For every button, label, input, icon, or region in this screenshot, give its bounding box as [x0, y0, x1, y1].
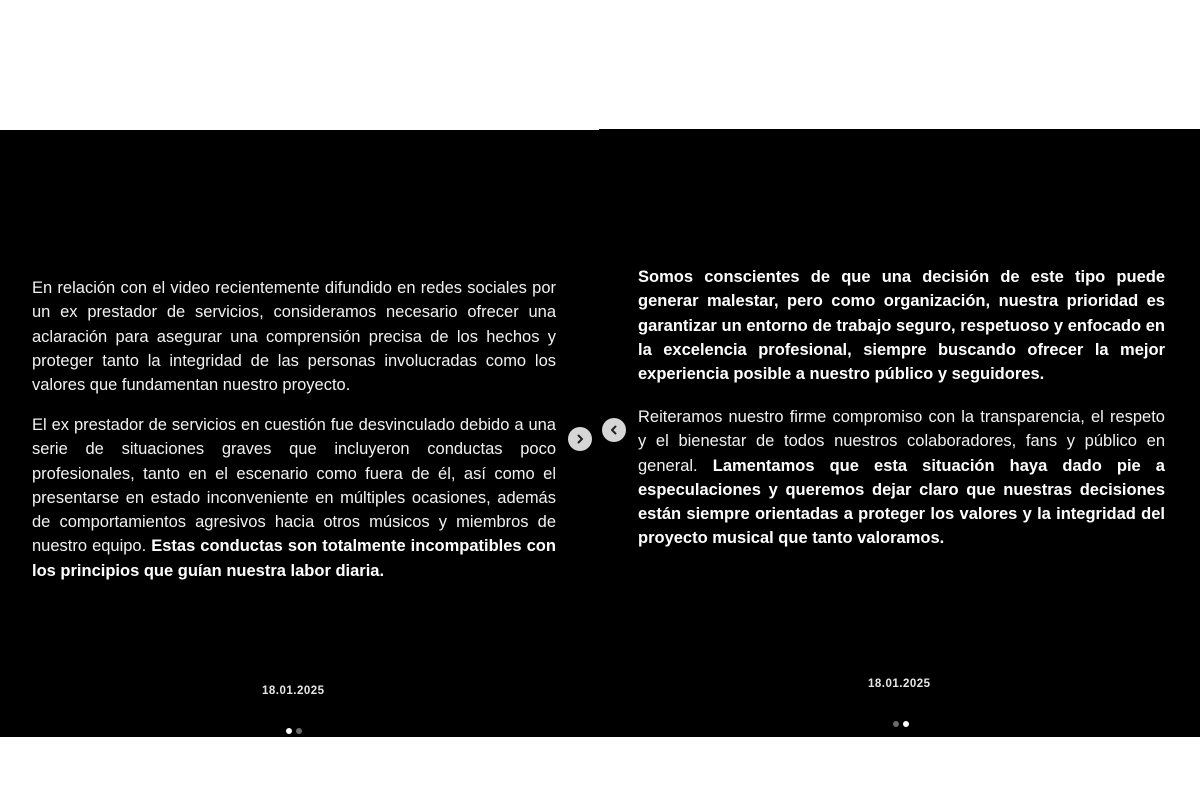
carousel-dots: [893, 721, 909, 727]
chevron-left-icon: [608, 424, 620, 436]
carousel-slide-2: [599, 129, 1200, 737]
carousel-dot-2[interactable]: [296, 728, 302, 734]
chevron-right-icon: [574, 433, 586, 445]
carousel-slide-1: [0, 130, 599, 737]
previous-slide-button[interactable]: [602, 418, 626, 442]
slide-2-paragraph-1-bold: Somos conscientes de que una decisión de este tipo puede generar malestar, pero como organización, nuestra prioridad es garantizar un entorno de trabajo seguro, respetuoso y enfocado en la excelencia profesional, siempre buscando ofrecer la mejor experiencia posible a nuestro público y seguidores.: [638, 268, 1165, 384]
post-date: 18.01.2025: [262, 685, 325, 697]
slide-2-paragraph-2: [638, 405, 1165, 551]
slide-1-paragraph-2-bold: Estas conductas son totalmente incompatibles con los principios que guían nuestra labor diaria.: [32, 537, 556, 580]
carousel-dots: [286, 728, 302, 734]
slide-2-paragraph-2-bold: Lamentamos que esta situación haya dado pie a especulaciones y queremos dejar claro que nuestras decisiones están siempre orientadas a proteger los valores y la integridad del proyecto musical que tanto valoramos.: [638, 456, 1165, 548]
slide-2-paragraph-2-text: Reiteramos nuestro firme compromiso con la transparencia, el respeto y el bienestar de todos nuestros colaboradores, fans y público en general.: [638, 408, 1165, 475]
carousel-dot-1[interactable]: [893, 721, 899, 727]
slide-1-paragraph-2: [32, 413, 556, 583]
carousel-dot-2[interactable]: [903, 721, 909, 727]
slide-1-paragraph-2-text: El ex prestador de servicios en cuestión fue desvinculado debido a una serie de situaciones graves que incluyeron conductas poco profesionales, tanto en el escenario como fuera de él, así como el presentarse en estado inconveniente en múltiples ocasiones, además de comportamientos agresivos hacia otros músicos y miembros de nuestro equipo.: [32, 416, 556, 556]
post-date: 18.01.2025: [868, 678, 931, 690]
carousel-dot-1[interactable]: [286, 728, 292, 734]
next-slide-button[interactable]: [568, 427, 592, 451]
slide-2-paragraph-1: [638, 265, 1165, 386]
slide-1-paragraph-1: En relación con el video recientemente difundido en redes sociales por un ex prestador de servicios, consideramos necesario ofrecer una aclaración para asegurar una comprensión precisa de los hechos y proteger tanto la integridad de las personas involucradas como los valores que fundamentan nuestro proyecto.: [32, 279, 556, 395]
